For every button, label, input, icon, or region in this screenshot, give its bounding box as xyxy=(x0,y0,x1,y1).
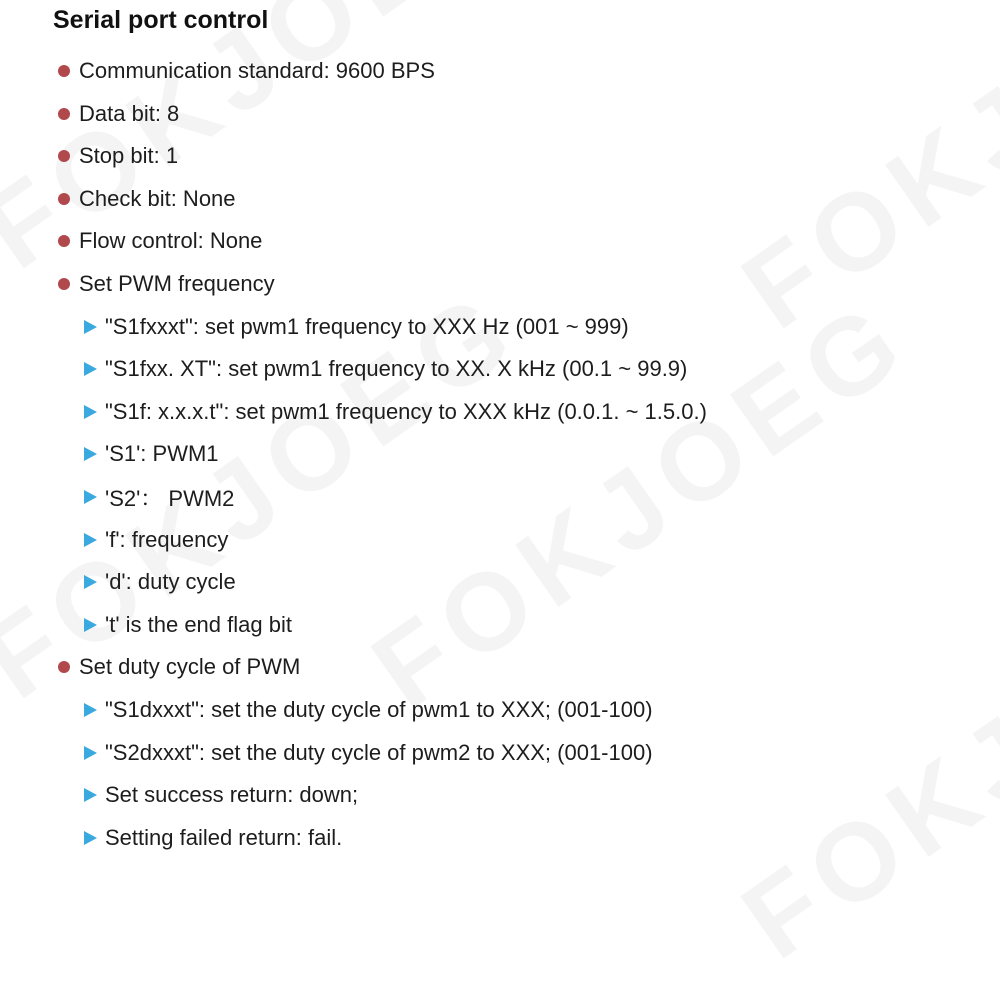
bullet-triangle-icon xyxy=(84,703,97,717)
sub-list-item xyxy=(84,354,687,384)
sub-list-item xyxy=(84,397,707,427)
list-item-text: Data bit: 8 xyxy=(79,101,180,126)
sub-list-item xyxy=(84,525,228,555)
sub-list-item xyxy=(84,610,292,640)
list-item-text: Communication standard: 9600 BPS xyxy=(79,58,435,83)
list-item xyxy=(58,652,300,682)
bullet-triangle-icon xyxy=(84,618,97,632)
sub-list-item xyxy=(84,567,236,597)
sub-list-item xyxy=(84,823,342,853)
bullet-triangle-icon xyxy=(84,575,97,589)
bullet-triangle-icon xyxy=(84,490,97,504)
list-item xyxy=(58,99,179,129)
list-item-text: Check bit: None xyxy=(79,186,236,211)
bullet-dot-icon xyxy=(58,108,70,120)
section-title: Serial port control xyxy=(53,6,269,34)
sub-list-item-text: "S1dxxxt": set the duty cycle of pwm1 to XXX; (001-100) xyxy=(105,697,653,722)
bullet-dot-icon xyxy=(58,65,70,77)
list-item-text: Flow control: None xyxy=(79,228,263,253)
bullet-triangle-icon xyxy=(84,362,97,376)
bullet-dot-icon xyxy=(58,150,70,162)
sub-list-item-text: 'd': duty cycle xyxy=(105,569,236,594)
sub-list-item xyxy=(84,695,653,725)
list-item xyxy=(58,56,435,86)
bullet-triangle-icon xyxy=(84,788,97,802)
sub-list-item-text: "S1fxx. XT": set pwm1 frequency to XX. X kHz (00.1 ~ 99.9) xyxy=(105,356,688,381)
sub-list-item-text: Setting failed return: fail. xyxy=(105,825,343,850)
sub-list-item-text: "S1fxxxt": set pwm1 frequency to XXX Hz (001 ~ 999) xyxy=(105,314,629,339)
sub-list-item xyxy=(84,312,629,342)
list-item-text: Set PWM frequency xyxy=(79,271,275,296)
bullet-dot-icon xyxy=(58,193,70,205)
sub-list-item xyxy=(84,780,358,810)
watermark xyxy=(720,523,1000,984)
list-item-text: Stop bit: 1 xyxy=(79,143,179,168)
bullet-triangle-icon xyxy=(84,405,97,419)
sub-list-item-text: 'S1': PWM1 xyxy=(105,441,219,466)
list-item xyxy=(58,269,275,299)
sub-list-item-text: "S1f: x.x.x.t": set pwm1 frequency to XXX kHz (0.0.1. ~ 1.5.0.) xyxy=(105,399,707,424)
bullet-dot-icon xyxy=(58,661,70,673)
list-item xyxy=(58,184,236,214)
sub-list-item xyxy=(84,738,653,768)
bullet-dot-icon xyxy=(58,278,70,290)
bullet-triangle-icon xyxy=(84,533,97,547)
bullet-triangle-icon xyxy=(84,320,97,334)
list-item xyxy=(58,226,262,256)
sub-list-item-text: 't' is the end flag bit xyxy=(105,612,292,637)
sub-list-item-text: "S2dxxxt": set the duty cycle of pwm2 to XXX; (001-100) xyxy=(105,740,653,765)
sub-list-item-text: 'S2'： PWM2 xyxy=(105,485,235,511)
list-item xyxy=(58,141,178,171)
watermark xyxy=(350,273,932,734)
bullet-triangle-icon xyxy=(84,746,97,760)
sub-list-item-text: 'f': frequency xyxy=(105,527,229,552)
bullet-triangle-icon xyxy=(84,447,97,461)
sub-list-item xyxy=(84,439,219,469)
list-item-text: Set duty cycle of PWM xyxy=(79,654,301,679)
sub-list-item xyxy=(84,482,234,512)
sub-list-item-text: Set success return: down; xyxy=(105,782,359,807)
bullet-triangle-icon xyxy=(84,831,97,845)
watermark xyxy=(720,0,1000,354)
bullet-dot-icon xyxy=(58,235,70,247)
